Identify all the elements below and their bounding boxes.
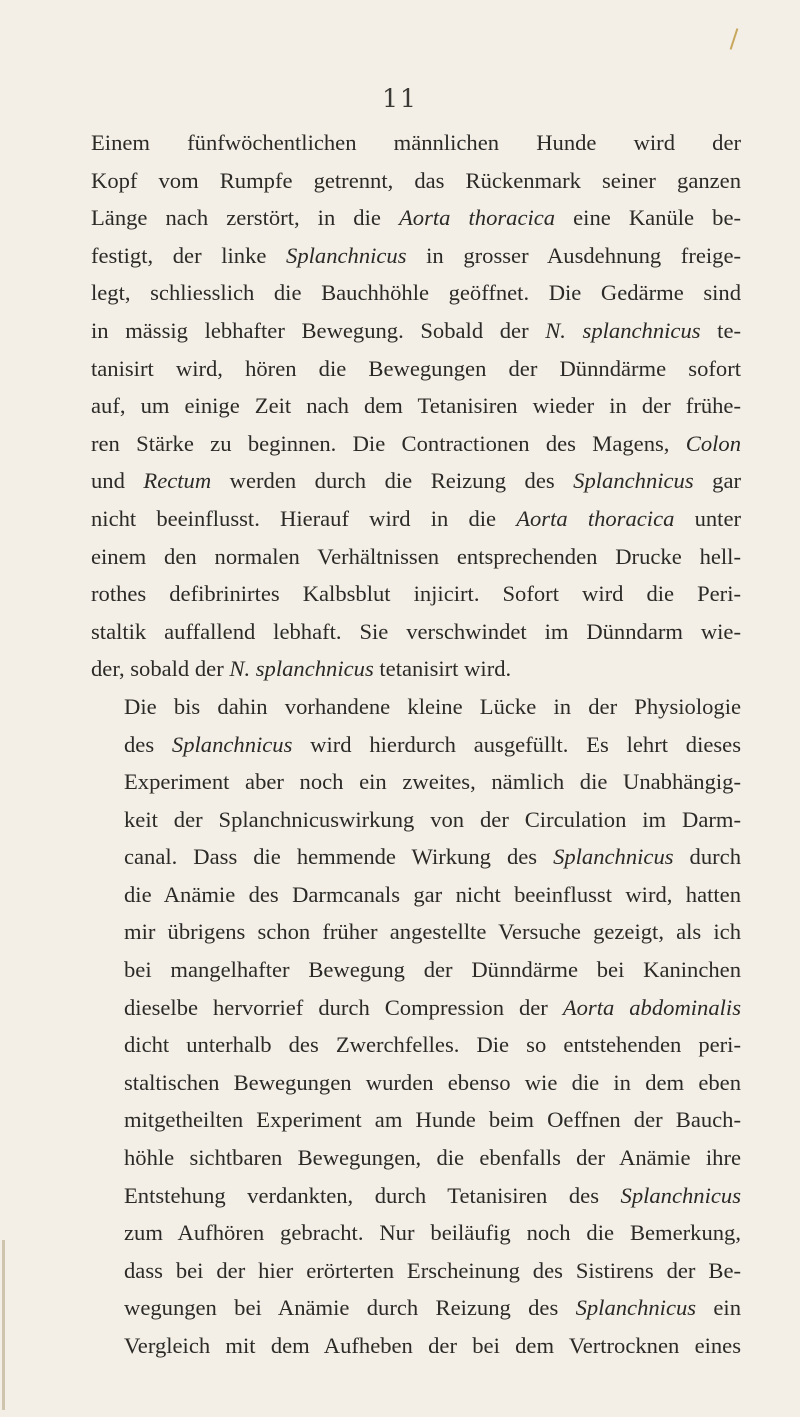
italic-term: N. splanchnicus [545,317,701,343]
text-line [91,274,741,312]
text-run: ren Stärke zu beginnen. Die Contractionen des Magens, [91,430,686,456]
text-run: Experiment aber noch ein zweites, nämlich die Unabhängig- [124,769,741,795]
text-run: ein [696,1295,741,1321]
text-run: Einem fünfwöchentlichen männlichen Hunde wird der [91,130,741,155]
text-run: festigt, der linke [91,242,287,268]
text-run: keit der Splanchnicuswirkung von der Circulation im Darm- [124,806,741,832]
text-line [91,613,741,651]
text-line [91,500,741,538]
text-run: Länge nach zerstört, in die [91,205,399,231]
italic-term: Colon [685,430,741,456]
text-line [91,876,741,914]
text-line [91,538,741,576]
text-run: werden durch die Reizung des [211,468,574,494]
italic-term: Splanchnicus [553,844,674,870]
text-line [91,425,741,463]
italic-term: Aorta abdominalis [562,994,741,1020]
italic-term: Splanchnicus [286,242,407,268]
text-run: te- [700,317,741,343]
text-run: in mässig lebhafter Bewegung. Sobald der [91,317,546,343]
italic-term: Aorta thoracica [398,205,556,231]
text-run: dass bei der hier erörterten Erscheinung des Sistirens der Be- [124,1257,741,1283]
text-run: einem den normalen Verhältnissen entsprechenden Drucke hell- [91,543,741,569]
text-line [91,951,741,989]
text-line [91,124,741,162]
text-line [91,162,741,200]
text-line [91,237,741,275]
italic-term: Splanchnicus [171,731,293,757]
text-line [91,650,741,688]
page-edge-shadow [2,1240,5,1410]
text-line [91,1064,741,1102]
text-line [91,350,741,388]
text-run: tetanisirt wird. [373,656,512,682]
text-run: dieselbe hervorrief durch Compression der [124,994,563,1020]
text-line [91,726,741,764]
text-run: höhle sichtbaren Bewegungen, die ebenfalls der Anämie ihre [124,1145,741,1171]
text-run: gar [693,468,741,494]
text-run: staltischen Bewegungen wurden ebenso wie die in dem eben [124,1069,741,1095]
text-run: eine Kanüle be- [555,205,741,231]
text-line [91,1327,741,1365]
text-line [91,312,741,350]
text-run: tanisirt wird, hören die Bewegungen der Dünndärme sofort [91,355,741,381]
page-number: 11 [382,84,418,113]
text-run: wegungen bei Anämie durch Reizung des [124,1295,576,1321]
text-line [91,199,741,237]
italic-term: Splanchnicus [573,468,694,494]
text-run: in grosser Ausdehnung freige- [406,242,742,268]
corner-pencil-mark [730,28,739,50]
text-line [91,1214,741,1252]
italic-term: Rectum [143,468,212,494]
text-line [91,1252,741,1290]
paragraph-1 [91,124,741,688]
italic-term: Aorta thoracica [516,505,675,531]
text-run: legt, schliesslich die Bauchhöhle geöffnet. Die Gedärme sind [91,280,741,306]
text-run: Die bis dahin vorhandene kleine Lücke in der Physiologie [124,693,741,719]
text-run: und [91,468,144,494]
text-run: Vergleich mit dem Aufheben der bei dem Vertrocknen eines [124,1333,741,1358]
italic-term: Splanchnicus [575,1295,697,1321]
text-run: nicht beeinflusst. Hierauf wird in die [91,505,517,531]
text-run: auf, um einige Zeit nach dem Tetanisiren wieder in der frühe- [91,393,741,419]
text-run: des [124,731,172,757]
text-line [91,575,741,613]
italic-term: N. splanchnicus [229,656,374,682]
text-run: unter [674,505,741,531]
text-run: Entstehung verdankten, durch Tetanisiren des [124,1182,621,1208]
text-run: bei mangelhafter Bewegung der Dünndärme bei Kaninchen [124,957,741,983]
text-run: wird hierdurch ausgefüllt. Es lehrt dieses [292,731,741,757]
text-line [91,387,741,425]
text-line [91,838,741,876]
text-run: die Anämie des Darmcanals gar nicht beeinflusst wird, hatten [124,881,741,907]
text-line [91,1101,741,1139]
text-run: rothes defibrinirtes Kalbsblut injicirt. Sofort wird die Peri- [91,581,741,607]
text-line [91,1177,741,1215]
text-line [91,913,741,951]
text-line [91,989,741,1027]
text-run: staltik auffallend lebhaft. Sie verschwindet im Dünndarm wie- [91,618,741,644]
text-line [91,763,741,801]
paragraph-2 [91,688,741,1365]
body-text [91,124,741,1365]
text-run: mir übrigens schon früher angestellte Versuche gezeigt, als ich [124,919,741,945]
text-run: Kopf vom Rumpfe getrennt, das Rückenmark seiner ganzen [91,167,741,193]
text-run: durch [673,844,741,870]
text-run: canal. Dass die hemmende Wirkung des [124,844,554,870]
italic-term: Splanchnicus [620,1182,741,1208]
text-run: dicht unterhalb des Zwerchfelles. Die so entstehenden peri- [124,1032,741,1058]
text-line [91,1139,741,1177]
text-run: zum Aufhören gebracht. Nur beiläufig noch die Bemerkung, [124,1220,741,1246]
text-run: mitgetheilten Experiment am Hunde beim Oeffnen der Bauch- [124,1107,741,1133]
text-line [91,688,741,726]
text-line [91,462,741,500]
text-line [91,801,741,839]
text-line [91,1026,741,1064]
text-line [91,1289,741,1327]
text-run: der, sobald der [91,656,230,682]
